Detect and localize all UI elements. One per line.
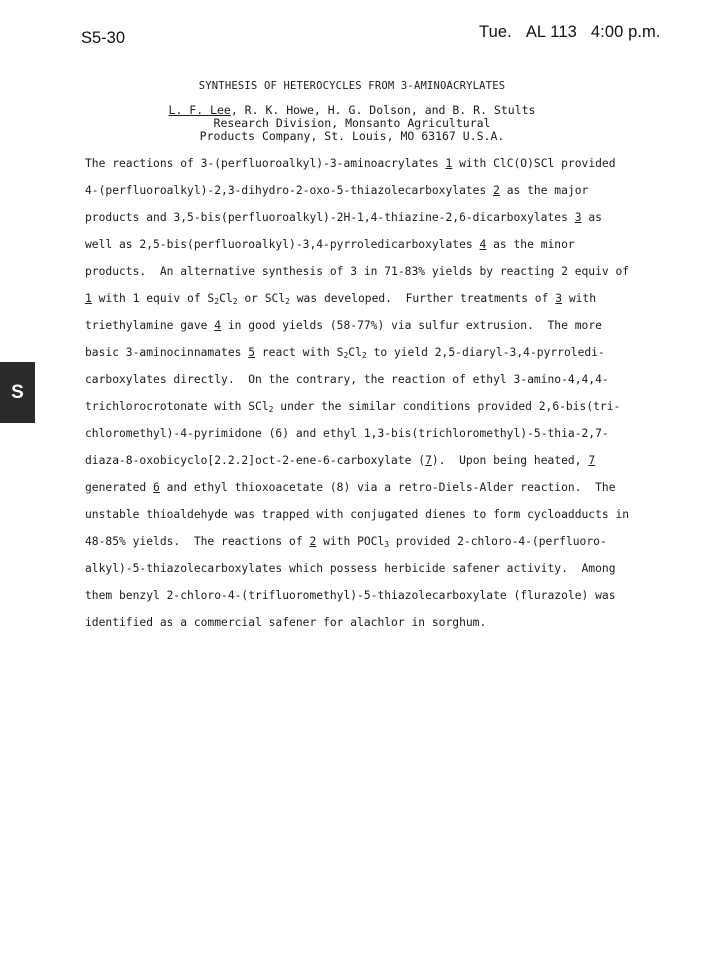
session-room: AL 113	[525, 23, 577, 41]
compound-number: 3	[574, 211, 582, 224]
body-line	[85, 292, 596, 305]
session-time: 4:00 p.m.	[590, 23, 661, 41]
body-text: carboxylates directly. On the contrary, the reaction of ethyl 3-amino-4,4,4-	[85, 373, 609, 386]
body-line	[85, 157, 616, 170]
compound-number: 7	[425, 454, 432, 467]
compound-number: 6	[153, 481, 160, 494]
abstract-title: SYNTHESIS OF HETEROCYCLES FROM 3-AMINOACRYLATES	[198, 80, 506, 92]
subscript: 2	[232, 297, 238, 306]
body-line	[85, 346, 605, 359]
body-text: diaza-8-oxobicyclo[2.2.2]oct-2-ene-6-carboxylate (	[85, 454, 426, 467]
body-text: basic 3-aminocinnamates	[85, 346, 249, 359]
session-day: Tue.	[479, 23, 512, 41]
body-line	[85, 400, 620, 413]
body-text: triethylamine gave	[85, 319, 215, 332]
body-line	[85, 427, 609, 440]
presenting-author: L. F. Lee	[168, 103, 231, 117]
body-text: under the similar conditions provided 2,6-bis(tri-	[273, 400, 621, 413]
subscript: 2	[214, 297, 220, 306]
body-text: ). Upon being heated,	[431, 454, 589, 467]
subscript: 2	[361, 351, 367, 360]
body-text: in good yields (58-77%) via sulfur extrusion. The more	[221, 319, 602, 332]
subscript: 2	[268, 405, 274, 414]
body-text: products. An alternative synthesis of 3 in 71-83% yields by reacting 2 equiv of	[85, 265, 630, 278]
affiliation-line-1: Research Division, Monsanto Agricultural	[213, 116, 491, 130]
subscript: 2	[343, 351, 349, 360]
body-text: as	[581, 211, 602, 224]
body-line	[85, 265, 629, 278]
compound-number: 2	[309, 535, 317, 548]
body-text: react with S	[255, 346, 344, 359]
section-tab: S	[0, 362, 35, 423]
session-info	[479, 23, 661, 42]
body-text: or SCl	[237, 292, 286, 305]
body-line	[85, 535, 607, 548]
body-text: with ClC(O)SCl provided	[452, 157, 616, 170]
body-text: trichlorocrotonate with SCl	[85, 400, 269, 413]
body-line	[85, 211, 602, 224]
body-text: provided 2-chloro-4-(perfluoro-	[389, 535, 607, 548]
body-text: alkyl)-5-thiazolecarboxylates which possess herbicide safener activity. Among	[85, 562, 616, 575]
body-line	[85, 508, 629, 521]
compound-number: 4	[479, 238, 487, 251]
body-text: was developed. Further treatments of	[289, 292, 556, 305]
body-text: well as 2,5-bis(perfluoroalkyl)-3,4-pyrroledicarboxylates	[85, 238, 480, 251]
body-line	[85, 481, 616, 494]
body-line	[85, 184, 588, 197]
body-text: identified as a commercial safener for alachlor in sorghum.	[85, 616, 487, 629]
body-text: them benzyl 2-chloro-4-(trifluoromethyl)-5-thiazolecarboxylate (flurazole) was	[85, 589, 616, 602]
body-text: unstable thioaldehyde was trapped with conjugated dienes to form cycloadducts in	[85, 508, 630, 521]
compound-number: 1	[85, 292, 92, 305]
subscript: 2	[285, 297, 290, 306]
body-text: Cl	[219, 292, 233, 305]
body-line	[85, 616, 486, 629]
body-line	[85, 562, 616, 575]
body-line	[85, 238, 575, 251]
body-line	[85, 319, 602, 332]
body-text: with	[562, 292, 597, 305]
body-text: 48-85% yields. The reactions of	[85, 535, 310, 548]
body-line	[85, 454, 595, 467]
compound-number: 4	[214, 319, 222, 332]
body-line	[85, 373, 609, 386]
body-text: with POCl	[316, 535, 385, 548]
body-text: Cl	[348, 346, 362, 359]
body-text: chloromethyl)-4-pyrimidone (6) and ethyl 1,3-bis(trichloromethyl)-5-thia-2,7-	[85, 427, 609, 440]
body-text: as the minor	[486, 238, 575, 251]
session-code: S5-30	[81, 29, 126, 47]
subscript: 3	[384, 540, 390, 549]
body-text: products and 3,5-bis(perfluoroalkyl)-2H-1,4-thiazine-2,6-dicarboxylates	[85, 211, 575, 224]
compound-number: 7	[588, 454, 596, 467]
co-authors: , R. K. Howe, H. G. Dolson, and B. R. Stults	[230, 103, 536, 117]
body-text: with 1 equiv of S	[91, 292, 215, 305]
affiliation-line-2: Products Company, St. Louis, MO 63167 U.S.A.	[199, 129, 505, 143]
compound-number: 1	[445, 157, 453, 170]
body-text: 4-(perfluoroalkyl)-2,3-dihydro-2-oxo-5-thiazolecarboxylates	[85, 184, 494, 197]
body-text: The reactions of 3-(perfluoroalkyl)-3-aminoacrylates	[85, 157, 446, 170]
body-text: generated	[85, 481, 154, 494]
compound-number: 3	[555, 292, 563, 305]
compound-number: 5	[248, 346, 256, 359]
body-line	[85, 589, 616, 602]
body-text: as the major	[499, 184, 589, 197]
compound-number: 2	[493, 184, 500, 197]
body-text: and ethyl thioxoacetate (8) via a retro-Diels-Alder reaction. The	[159, 481, 616, 494]
body-text: to yield 2,5-diaryl-3,4-pyrroledi-	[366, 346, 605, 359]
